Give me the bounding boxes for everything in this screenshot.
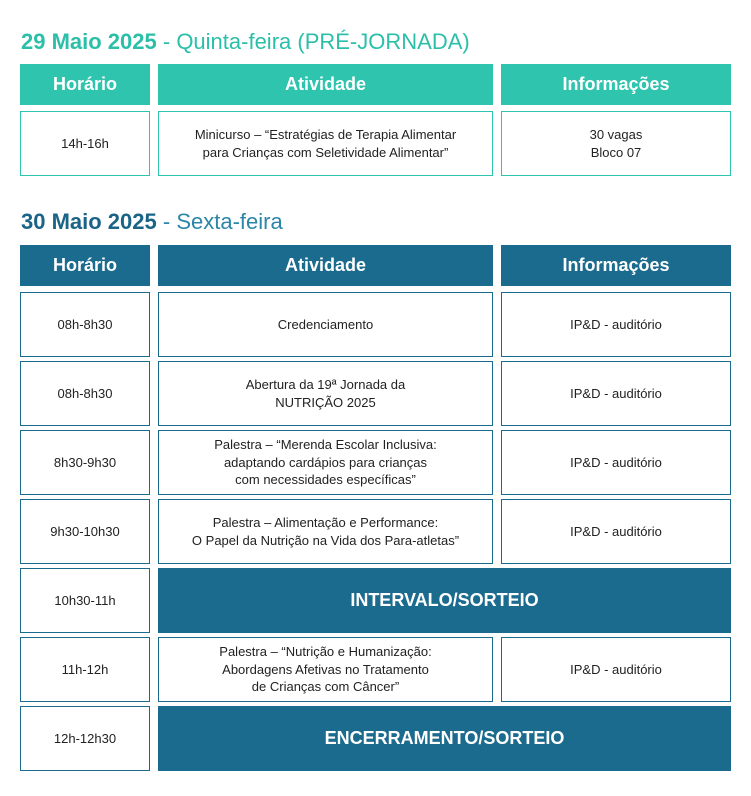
day2-separator: - (156, 209, 177, 234)
day1-row-1-info: 30 vagas Bloco 07 (501, 111, 731, 176)
day2-row-7-time: 12h-12h30 (20, 706, 150, 771)
day2-row-2-info: IP&D - auditório (501, 361, 731, 426)
day1-header-atividade: Atividade (158, 64, 493, 105)
day2-header-informacoes: Informações (501, 245, 731, 286)
day1-date: 29 Maio 2025 (21, 29, 157, 54)
day2-row-1-time: 08h-8h30 (20, 292, 150, 357)
day2-row-6-info: IP&D - auditório (501, 637, 731, 702)
day2-row-2-activity: Abertura da 19ª Jornada da NUTRIÇÃO 2025 (158, 361, 493, 426)
day2-row-2-time: 08h-8h30 (20, 361, 150, 426)
day2-row-6-activity: Palestra – “Nutrição e Humanização: Abordagens Afetivas no Tratamento de Crianças com Câncer” (158, 637, 493, 702)
day2-row-4-info: IP&D - auditório (501, 499, 731, 564)
day1-row-1-activity: Minicurso – “Estratégias de Terapia Alimentar para Crianças com Seletividade Alimentar” (158, 111, 493, 176)
day2-row-6-time: 11h-12h (20, 637, 150, 702)
day2-row-1-activity: Credenciamento (158, 292, 493, 357)
day2-date: 30 Maio 2025 (21, 209, 157, 234)
day2-row-3-info: IP&D - auditório (501, 430, 731, 495)
day2-row-3-time: 8h30-9h30 (20, 430, 150, 495)
day1-header-informacoes: Informações (501, 64, 731, 105)
day1-weekday: Quinta-feira (PRÉ-JORNADA) (176, 29, 470, 54)
day1-header-horario: Horário (20, 64, 150, 105)
day2-header-atividade: Atividade (158, 245, 493, 286)
day2-row-1-info: IP&D - auditório (501, 292, 731, 357)
day2-row-4-time: 9h30-10h30 (20, 499, 150, 564)
day1-separator: - (156, 29, 177, 54)
day1-title (21, 31, 470, 53)
day2-title (21, 211, 283, 233)
day2-row-7-closing-banner: ENCERRAMENTO/SORTEIO (158, 706, 731, 771)
day2-row-3-activity: Palestra – “Merenda Escolar Inclusiva: adaptando cardápios para crianças com necessidades específicas” (158, 430, 493, 495)
day2-header-horario: Horário (20, 245, 150, 286)
day2-row-5-break-banner: INTERVALO/SORTEIO (158, 568, 731, 633)
day2-row-4-activity: Palestra – Alimentação e Performance: O Papel da Nutrição na Vida dos Para-atletas” (158, 499, 493, 564)
day2-row-5-time: 10h30-11h (20, 568, 150, 633)
day1-row-1-time: 14h-16h (20, 111, 150, 176)
day2-weekday: Sexta-feira (176, 209, 283, 234)
